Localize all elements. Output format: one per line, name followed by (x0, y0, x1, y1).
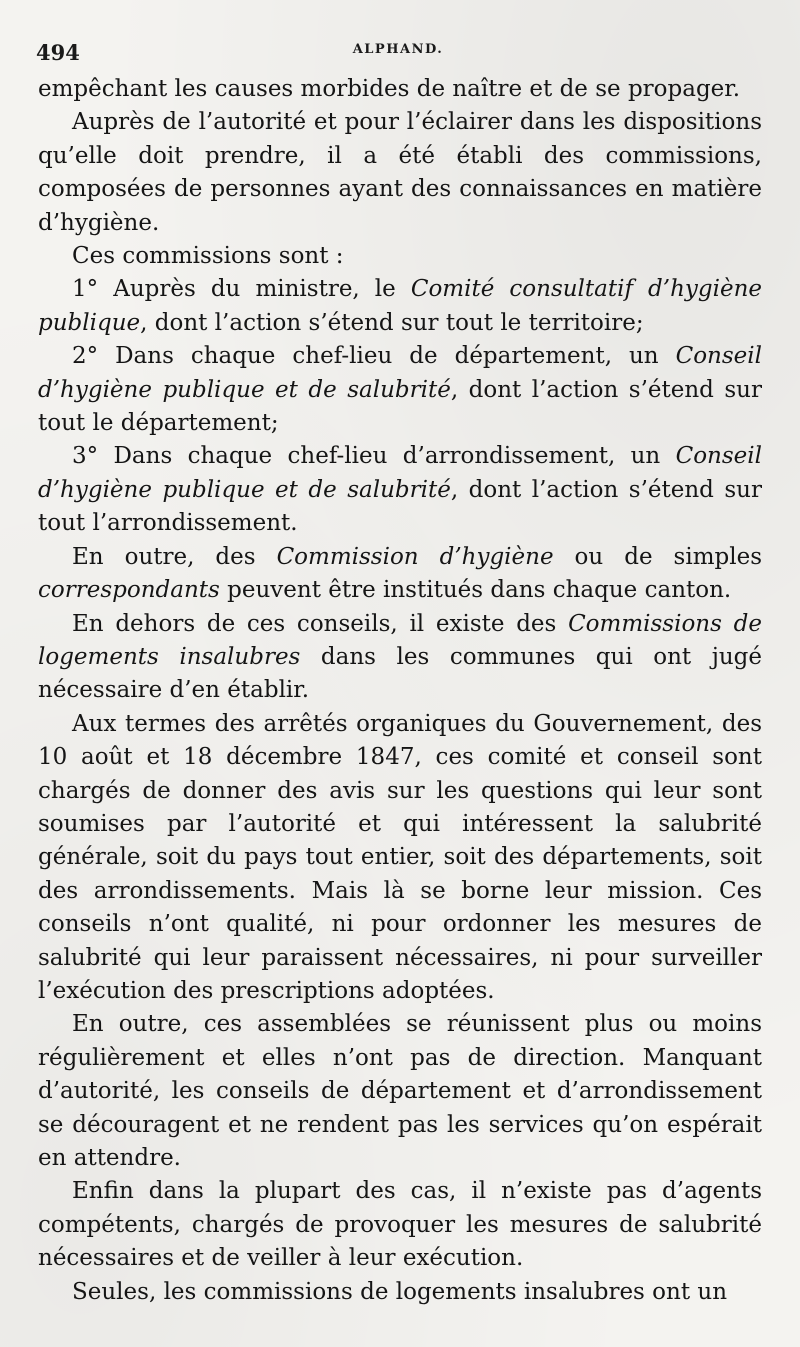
paragraph (38, 1175, 762, 1275)
text-run: , dont l’action s’étend sur tout l’arrondissement. (38, 476, 762, 537)
running-head (36, 36, 760, 66)
italic-run: Commissions de logements insalubres (38, 610, 762, 670)
body-text (38, 73, 762, 1309)
text-run: 3° Dans chaque chef-lieu d’arrondissement, un (72, 443, 676, 470)
italic-run: Conseil d’hygiène publique et de salubrité (38, 443, 762, 503)
text-run: 1° Auprès du ministre, le (72, 276, 411, 303)
text-run: dans les communes qui ont jugé nécessaire d’en établir. (38, 643, 762, 704)
paragraph (38, 340, 762, 440)
paragraph (38, 106, 762, 240)
text-run: , dont l’action s’étend sur tout le territoire; (140, 309, 644, 336)
text-run: En outre, des (72, 543, 277, 570)
italic-run: Comité consultatif d’hygiène publique (38, 276, 763, 336)
italic-run: Commission d’hygiène (276, 543, 554, 570)
text-run: En outre, ces assemblées se réunissent plus ou moins régulièrement et elles n’ont pas de direction. Manquant d’autorité, les conseils de département et d’arrondissement se découragent et ne rendent pas les services qu’on espérait en attendre. (38, 1011, 762, 1171)
text-run: En dehors de ces conseils, il existe des (72, 610, 569, 637)
paragraph (38, 440, 762, 540)
text-run: Ces commissions sont : (72, 243, 344, 270)
text-run: 2° Dans chaque chef-lieu de département, un (72, 343, 676, 370)
paragraph (38, 608, 762, 708)
text-run: Seules, les commissions de logements insalubres ont un (72, 1278, 728, 1305)
text-run: ou de simples (553, 543, 763, 570)
text-run: empêchant les causes morbides de naître et de se propager. (38, 76, 741, 102)
paragraph (38, 541, 762, 608)
paragraph (38, 1008, 762, 1175)
paragraph (38, 240, 762, 273)
italic-run: correspondants (38, 577, 220, 604)
text-run: Enfin dans la plupart des cas, il n’existe pas d’agents compétents, chargés de provoquer les mesures de salubrité nécessaires et de veiller à leur exécution. (38, 1178, 762, 1272)
paragraph (38, 73, 762, 106)
paragraph (38, 273, 762, 340)
text-run: , dont l’action s’étend sur tout le département; (38, 376, 762, 437)
paragraph (38, 1276, 762, 1309)
italic-run: Conseil d’hygiène publique et de salubrité (38, 343, 762, 403)
text-run: Auprès de l’autorité et pour l’éclairer dans les dispositions qu’elle doit prendre, il a été établi des commissions, composées de personnes ayant des connaissances en matière d’hygiène. (38, 109, 762, 236)
text-run: Aux termes des arrêtés organiques du Gouvernement, des 10 août et 18 décembre 1847, ces comité et conseil sont chargés de donner des avis sur les questions qui leur sont soumises par l’autorité et qui intéressent la salubrité générale, soit du pays tout entier, soit des départements, soit des arrondissements. Mais là se borne leur mission. Ces conseils n’ont qualité, ni pour ordonner les mesures de salubrité qui leur paraissent nécessaires, ni pour surveiller l’exécution des prescriptions adoptées. (38, 710, 762, 1004)
text-run: peuvent être institués dans chaque canton. (219, 577, 732, 604)
paragraph (38, 708, 762, 1009)
running-title: ALPHAND. (352, 42, 444, 57)
page-number: 494 (36, 40, 80, 65)
